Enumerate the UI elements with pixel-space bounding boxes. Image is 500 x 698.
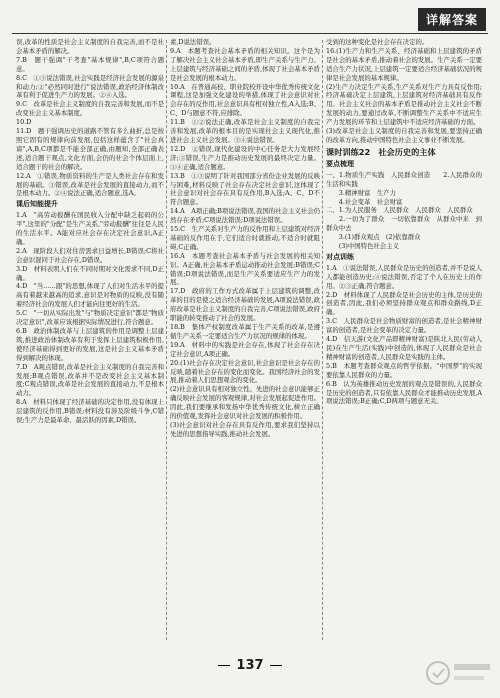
answer-paragraph: (3)改革是社会主义制度的自我完善和发展,要坚持正确的改革方向,推动中国特色社会主义事业不断发展。 [326,127,482,144]
answer-paragraph: 4.D "当……跟"的思想,体现了人们对生活水平的提高有着越来越高的追求,意识是对物质的反映,没有随着经济社会的发展人们才能向往更好的生活。 [16,282,164,309]
answer-paragraph: (2)社会意识具有相对独立性。先进的社会意识能够正确反映社会发展的客观规律,对社会发展起促进作用。因此,我们要继承和发扬中华优秀传统文化,树立正确的价值观,发挥社会意识对社会发展的积极作用。 [170,385,320,421]
answer-paragraph: 11.D 题干强调历史的道路不管有多么曲折,总是按照它固有的规律向前发展,包括这样蕴含了"社会真谛",A,B,C项都是不能全部正确,由题知,全部正确表述,适合题干观点,文化方面,会仍的社会个体层面上,适合题干的社会的解决。 [16,127,164,171]
answer-paragraph: 2.A 现阶段人们对住房需求日益增长,B错误;C将社会意识混同于社会存在,D错误。 [16,246,164,264]
answer-paragraph: 16.A 本题考查社会基本矛盾与社会发展的相关知识。A正确,社会基本矛盾运动推动社会发展;B错误;C错误;D项说法错误,而是生产关系要适应生产力的发展。 [170,251,320,287]
answer-paragraph: 10.D [16,118,32,127]
answer-paragraph: 18.B 集体产权制度改革属于生产关系的改革,是遵循生产关系一定要适合生产力状况的规律的体现。 [170,323,320,340]
answer-paragraph: 4.D 信天游(文化产品即精神财富)是陕北人民(劳动人民)在生产生活(实践)中创造的,体现了人民群众是社会精神财富的创造者,人民群众是实践的主体。 [326,335,482,361]
answer-paragraph: 15.C 生产关系对生产力的反作用和上层建筑对经济基础的反作用在于,它们适合时就推动,不适合时就阻碍,C正确。 [170,225,320,251]
answer-column-1 [16,38,164,644]
answer-paragraph: 受到的这种变化是社会存在决定的。 [326,38,429,46]
answer-paragraph: 19.A 材料中的实践是社会存在,体现了社会存在决定社会意识,A项正确。 [170,340,320,358]
answer-paragraph: 5.B 本题考查群众观点的哲学依据。"中国梦"的实现要依靠人民群众的力量。 [326,361,482,379]
answer-paragraph: 2.D 材料体现了人民群众是社会历史的主体,是历史的创造者,因此,我们必须坚持群众观点和群众路线,D正确。 [326,290,482,317]
answer-paragraph: 5.C "一切从实际出发"与"物质决定意识"都是"物质决定意识",改革应该根据实际情况进行,符合题意。 [16,309,164,327]
answer-column-2 [170,38,320,644]
answer-paragraph: 11.B ①②说法正确,改革是社会主义制度的自我完善和发展,改革的根本目的是实现社会主义现代化,推进社会主义社会发展。③④说法错误。 [170,118,320,144]
answer-paragraph: 素,D说法错误。 [170,38,216,46]
answer-paragraph: 误,改革的性质是社会主义制度的自我完善,而不是社会基本矛盾的解决。 [16,38,164,55]
answer-paragraph: 14.A A项正确;B项说法错误,我国的社会主义社会仍然存在矛盾;C项说法错误;D项说法错误。 [170,207,320,225]
answer-paragraph: (3)社会意识对社会存在具有反作用,要求我们坚持以先进的思想指导实践,推动社会发展。 [170,420,320,438]
page-number: 137 [218,658,281,673]
section-subheading: 对点训练 [326,251,354,261]
page-header [418,8,486,30]
answer-paragraph: 1.A "高劳动报酬在国民收入分配中缺乏起码的公平",这里的"分配"是生产关系,"劳动报酬"往往是人民的生活水平。A能对应社会存在决定社会意识,A正确。 [16,211,164,246]
answer-paragraph: 20.(1)社会存在决定社会意识,社会意识是社会存在的反映,随着社会存在的变化而变化。我国经济社会的发展,推动着人们思想观念的变化。 [170,358,320,385]
answer-paragraph: 12.A ①错误,物质资料的生产是人类社会存在和发展的基础。③错误,改革是社会发展的直接动力,而不是根本动力。②④说法正确,适合题意,选A。 [16,171,164,198]
section-subheading: 要点梳理 [326,158,354,168]
answer-paragraph: (2)生产力决定生产关系,生产关系对生产力具有反作用;经济基础决定上层建筑,上层建筑对经济基础具有反作用。社会主义社会的基本矛盾是推动社会主义社会不断发展的动力,要通过改革,不断调整生产关系中不适应生产力发展的环节和上层建筑中不适应经济基础的方面。 [326,82,482,127]
lesson-heading: 课时训练22 社会历史的主体 [326,146,436,157]
watermark-logo-icon [424,654,494,692]
answer-paragraph: 一、1.物质生产实践 人民群众创造 2.人民群众的生活和实践 3.精神财富 生产力 4.社会变革 社会财富 [326,170,482,206]
answer-paragraph: 17.D 政府的工作方式改革属于上层建筑的调整,改革的目的是使之适合经济基础的发展,A项说法错误,政府改革是社会主义制度的自我完善,C项说法错误,政府职能的转变推动了社会的发展。 [170,287,320,323]
column-divider [322,40,323,640]
answer-column-3 [326,38,482,644]
answer-paragraph: 10.A 在普通高校、职业院校开设中华优秀传统文化课程,这是加强文化建设的举措,体现了社会意识对社会存在的反作用,社会意识具有相对独立性,A入选;B、C、D与题意不符,应排除。 [170,82,320,118]
answer-paragraph: 8.A 材料只体现了经济基础的决定作用,没有体现上层建筑的反作用,B错误;材料没有涉及阶级斗争,C错误;生产力是最革命、最活跃的因素,D错误。 [16,398,164,425]
answer-paragraph: 7.D A观点错误,改革是社会主义制度的自我完善和发展;B观点错误,改革并不是改变社会主义基本制度;C观点错误,改革是社会发展的直接动力,不是根本动力。 [16,362,164,398]
answer-paragraph: 7.B 题干强调"干考査"基本规律",B,C项符合题意。 [16,55,164,73]
answer-paragraph: 6.B 政治体制改革与上层建筑的作用是调整上层建筑,推进政治体制改革有利于发挥上层建筑积极作用,使经济基础得到更好的发展,这是社会主义基本矛盾得到解决的体现。 [16,327,164,362]
answer-paragraph: 16.(1)生产力和生产关系、经济基础和上层建筑的矛盾是社会的基本矛盾,推动着社会的发展。生产关系一定要适合生产力状况,上层建筑一定要适合经济基础状况的规律是社会发展的基本规律。 [326,46,482,82]
answer-paragraph: 8.C ①③说法错误,社会实践是经济社会发展的源泉和动力;②"必然同时进行"说法错误,政治经济体制改革有利于促进生产力的发展。②④入选。 [16,73,164,100]
section-title: 详解答案 [418,8,486,31]
answer-paragraph: 9.A 本题考查社会基本矛盾的相关知识。这个是为了解决社会主义社会基本矛盾,即生产关系与生产力、上层建筑与经济基础之间的矛盾,体现了社会基本矛盾是社会发展的根本动力。 [170,46,320,82]
column-divider [166,40,167,640]
answer-paragraph: 1.A ①说法错误,人民群众是历史的创造者,并不是说人人都能创造历史;④说法错误,否定了个人在历史上的作用。②③正确,符合题意。 [326,263,482,290]
answer-paragraph: 3.C 人民群众是社会物质财富的创造者,是社会精神财富的创造者,是社会变革的决定力量。 [326,317,482,335]
answer-paragraph: 9.C 改革是社会主义制度的自我完善和发展,而不是改变社会主义基本制度。 [16,100,164,118]
answer-paragraph: 3.D 材料表明人们在不同时期对文化需求不同,D正确。 [16,264,164,282]
answer-paragraph: 二、1.为人民服务 人民群众 人民群众 人民群众 2.一切为了群众 一切依靠群众 从群众中来 到群众中去 3.(1)群众观点 (2)依靠群众 (3)中国特色社会主义 [326,206,482,251]
header-rule [12,33,488,34]
answer-paragraph: 13.B ①③说明了针对我国部分省份企业发展的反映与困难,材料反映了社会存在决定社会意识,这体现了社会意识对社会存在具有反作用,B入选;A、C、D不符合题意。 [170,171,320,207]
answer-paragraph: 6.B 认为英雄推动历史发展的观点是错误的,人民群众是历史的创造者,只有依靠人民群众才能推动历史发展,A项说法错误;B正确;C,D两项与题意无关。 [326,379,482,406]
section-subheading: 课后知能提升 [16,199,58,209]
answer-paragraph: 12.D ②错误,现代化建设的中心任务是大力发展经济;③错误,生产力是推动历史发展的最终决定力量。①④正确,适合题意。 [170,144,320,171]
